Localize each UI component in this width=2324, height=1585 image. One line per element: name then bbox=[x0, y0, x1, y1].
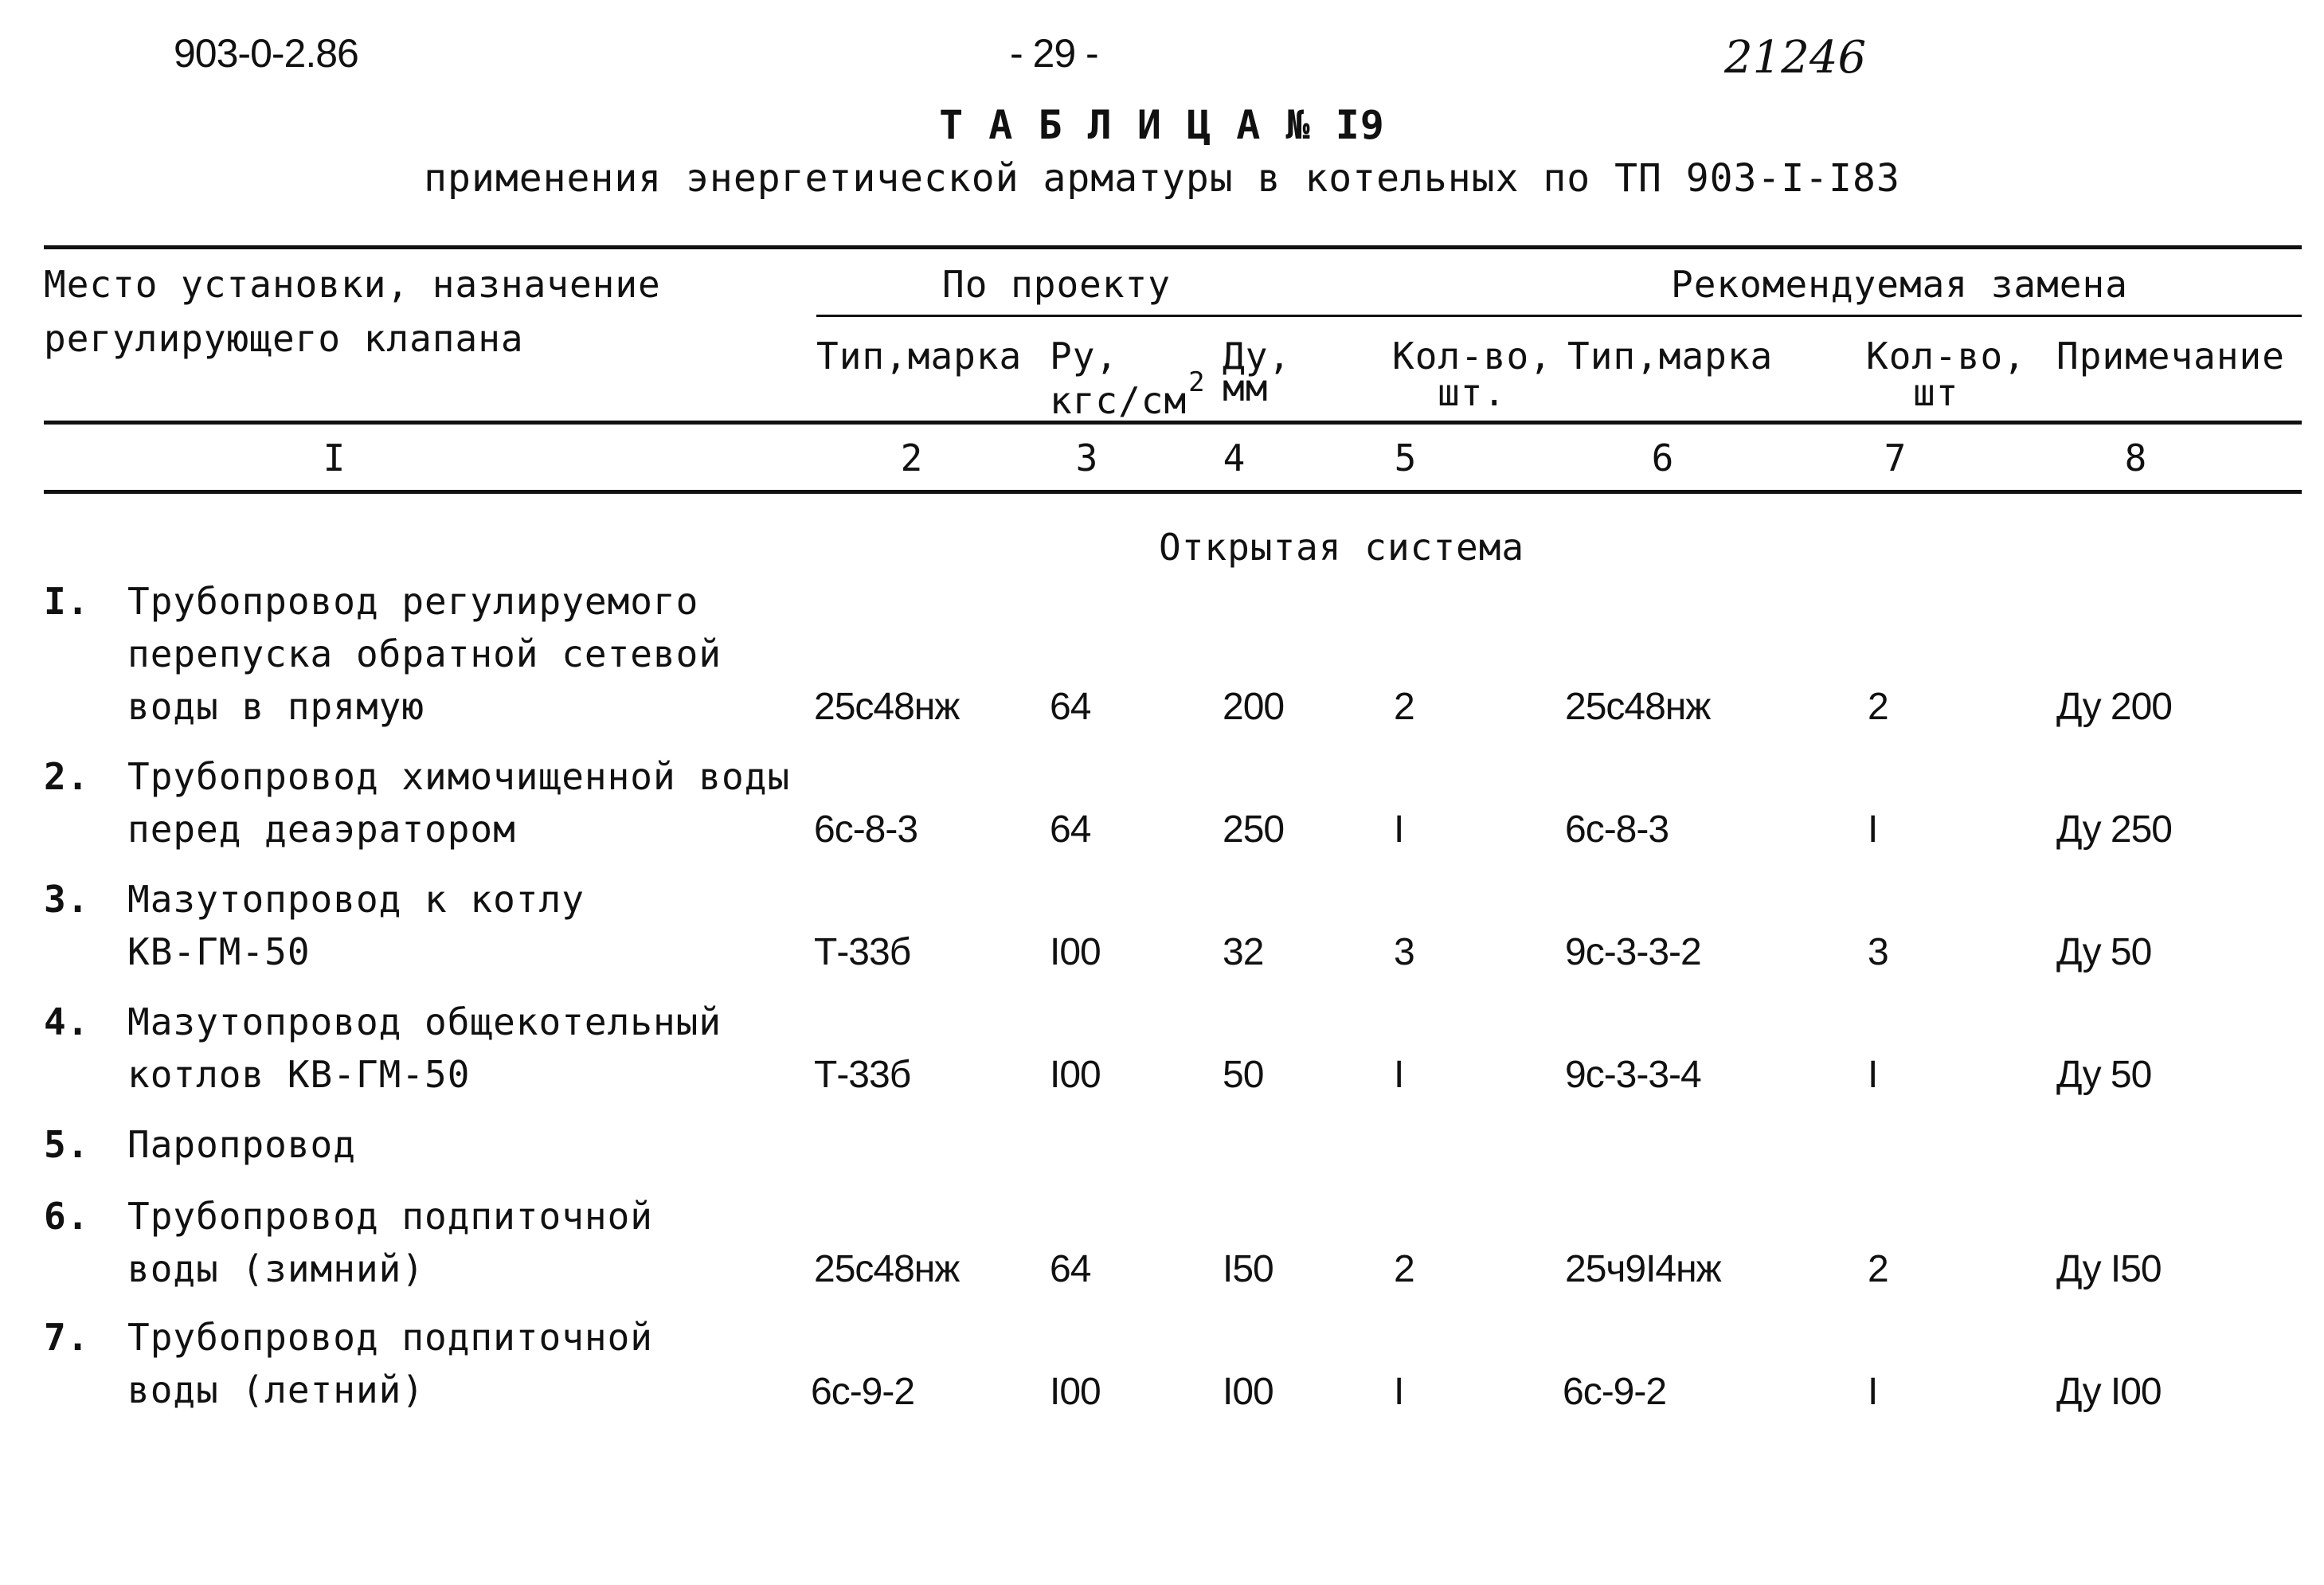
row-description-line: котлов КВ-ГМ-50 bbox=[127, 1053, 471, 1096]
col7-header-line2: шт bbox=[1913, 371, 1959, 414]
row-note: Ду 250 bbox=[2056, 808, 2172, 851]
row-number: 6. bbox=[44, 1195, 90, 1238]
col1-header-line1: Место установки, назначение bbox=[44, 263, 661, 306]
row-quantity: 3 bbox=[1394, 931, 1414, 973]
row-number: 2. bbox=[44, 755, 90, 798]
row-quantity: 2 bbox=[1394, 1248, 1414, 1290]
row-number: I. bbox=[44, 580, 90, 623]
row-description-line: воды (летний) bbox=[127, 1368, 425, 1411]
table-top-rule bbox=[44, 245, 2302, 249]
row-new-type: 25ч9I4нж bbox=[1565, 1248, 1721, 1290]
col5-header-line1: Кол-во, bbox=[1392, 335, 1552, 378]
group-divider-rule bbox=[816, 315, 2302, 317]
col5-header-line2: шт. bbox=[1438, 371, 1507, 414]
row-diameter: I00 bbox=[1223, 1371, 1274, 1413]
row-description-line: Паропровод bbox=[127, 1123, 356, 1166]
col6-header: Тип,марка bbox=[1567, 335, 1774, 378]
row-description-line: Мазутопровод общекотельный bbox=[127, 1000, 722, 1043]
col7-header-line1: Кол-во, bbox=[1866, 335, 2026, 378]
row-new-quantity: 2 bbox=[1868, 686, 1888, 728]
col-number-8: 8 bbox=[2124, 436, 2148, 479]
row-note: Ду 200 bbox=[2056, 686, 2172, 728]
row-new-quantity: 3 bbox=[1868, 931, 1888, 973]
row-quantity: I bbox=[1394, 1371, 1404, 1413]
row-description-line: Трубопровод подпиточной bbox=[127, 1316, 653, 1359]
row-pressure: I00 bbox=[1050, 931, 1101, 973]
col-number-4: 4 bbox=[1223, 436, 1246, 479]
row-number: 5. bbox=[44, 1123, 90, 1166]
col-number-5: 5 bbox=[1394, 436, 1418, 479]
row-new-type: 9с-3-3-2 bbox=[1565, 931, 1701, 973]
row-type: Т-33б bbox=[814, 931, 911, 973]
row-diameter: 50 bbox=[1223, 1054, 1264, 1096]
row-new-type: 6с-8-3 bbox=[1565, 808, 1669, 851]
row-note: Ду I00 bbox=[2056, 1371, 2162, 1413]
section-title: Открытая система bbox=[1159, 526, 1525, 569]
row-type: 6с-9-2 bbox=[811, 1371, 915, 1413]
inventory-number: 21246 bbox=[1724, 32, 1867, 84]
row-note: Ду I50 bbox=[2056, 1248, 2162, 1290]
col-number-3: 3 bbox=[1075, 436, 1099, 479]
row-pressure: 64 bbox=[1050, 1248, 1091, 1290]
row-quantity: I bbox=[1394, 808, 1404, 851]
row-number: 3. bbox=[44, 878, 90, 921]
group-header-replacement: Рекомендуемая замена bbox=[1671, 263, 2128, 306]
row-number: 4. bbox=[44, 1000, 90, 1043]
group-header-project: По проекту bbox=[942, 263, 1171, 306]
col8-header: Примечание bbox=[2056, 335, 2285, 378]
row-type: Т-33б bbox=[814, 1054, 911, 1096]
row-number: 7. bbox=[44, 1316, 90, 1359]
table-title: Т А Б Л И Ц А № I9 bbox=[939, 102, 1385, 148]
row-diameter: 250 bbox=[1223, 808, 1285, 851]
row-note: Ду 50 bbox=[2056, 1054, 2152, 1096]
row-new-type: 25с48нж bbox=[1565, 686, 1711, 728]
row-description-line: перепуска обратной сетевой bbox=[127, 632, 722, 675]
col-number-6: 6 bbox=[1651, 436, 1675, 479]
row-diameter: 200 bbox=[1223, 686, 1285, 728]
col3-header-line2: кгс/$см^2$ bbox=[1050, 366, 1206, 422]
col-number-2: 2 bbox=[900, 436, 924, 479]
row-pressure: I00 bbox=[1050, 1054, 1101, 1096]
table-subtitle: применения энергетической арматуры в котельных по ТП 903-I-I83 bbox=[424, 156, 1900, 201]
row-type: 25с48нж bbox=[814, 1248, 960, 1290]
row-diameter: 32 bbox=[1223, 931, 1264, 973]
row-description-line: Мазутопровод к котлу bbox=[127, 878, 585, 921]
row-pressure: 64 bbox=[1050, 686, 1091, 728]
col-number-7: 7 bbox=[1884, 436, 1907, 479]
col4-header-line2: мм bbox=[1223, 366, 1269, 409]
row-description-line: КВ-ГМ-50 bbox=[127, 930, 311, 973]
row-new-type: 6с-9-2 bbox=[1563, 1371, 1667, 1413]
row-pressure: I00 bbox=[1050, 1371, 1101, 1413]
col2-header: Тип,марка bbox=[816, 335, 1023, 378]
row-description-line: воды в прямую bbox=[127, 685, 425, 728]
document-code: 903-0-2.86 bbox=[174, 31, 358, 76]
page-number: - 29 - bbox=[1010, 31, 1098, 76]
row-type: 6с-8-3 bbox=[814, 808, 918, 851]
column-numbers-rule bbox=[44, 490, 2302, 494]
row-new-quantity: I bbox=[1868, 1371, 1878, 1413]
row-diameter: I50 bbox=[1223, 1248, 1274, 1290]
row-new-type: 9с-3-3-4 bbox=[1565, 1054, 1701, 1096]
row-type: 25с48нж bbox=[814, 686, 960, 728]
row-quantity: 2 bbox=[1394, 686, 1414, 728]
col3-header-line1: Ру, bbox=[1050, 335, 1119, 378]
row-description-line: Трубопровод регулируемого bbox=[127, 580, 699, 623]
row-description-line: Трубопровод химочищенной воды bbox=[127, 755, 791, 798]
row-note: Ду 50 bbox=[2056, 931, 2152, 973]
col1-header-line2: регулирующего клапана bbox=[44, 317, 524, 360]
row-pressure: 64 bbox=[1050, 808, 1091, 851]
row-new-quantity: 2 bbox=[1868, 1248, 1888, 1290]
row-new-quantity: I bbox=[1868, 1054, 1878, 1096]
row-description-line: воды (зимний) bbox=[127, 1247, 425, 1290]
col-number-1: I bbox=[323, 436, 346, 479]
row-description-line: перед деаэратором bbox=[127, 808, 516, 851]
row-description-line: Трубопровод подпиточной bbox=[127, 1195, 653, 1238]
col4-header-line1: Ду, bbox=[1223, 335, 1292, 378]
row-new-quantity: I bbox=[1868, 808, 1878, 851]
row-quantity: I bbox=[1394, 1054, 1404, 1096]
